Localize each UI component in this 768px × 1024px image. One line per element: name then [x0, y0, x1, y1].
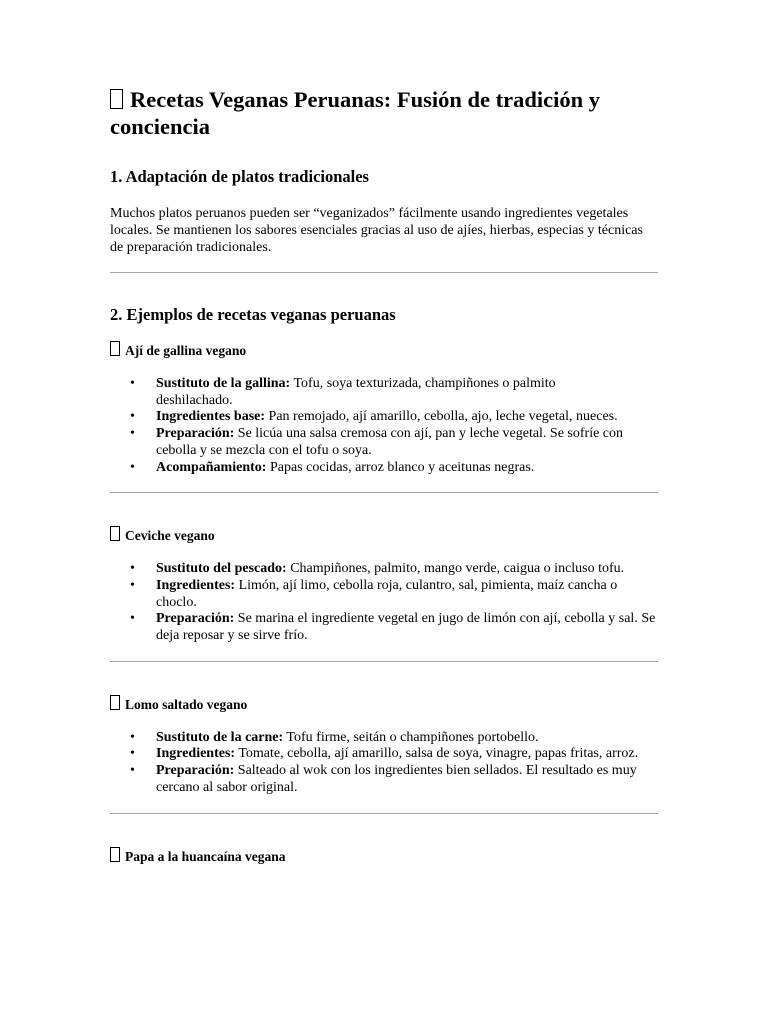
- list-item-lead: Acompañamiento:: [156, 459, 267, 475]
- list-item-text: Limón, ají limo, cebolla roja, culantro, sal, pimienta, maíz cancha o choclo.: [156, 577, 618, 610]
- divider: [110, 661, 658, 662]
- divider: [110, 492, 658, 493]
- section-2-heading: 2. Ejemplos de recetas veganas peruanas: [110, 305, 396, 324]
- recipe-title-text: Ceviche vegano: [125, 528, 215, 544]
- list-item: [110, 730, 658, 747]
- recipe-title-text: Ají de gallina vegano: [125, 343, 247, 358]
- list-item: [110, 561, 658, 578]
- bullet-icon: •: [130, 729, 135, 745]
- list-item-lead: Preparación:: [156, 611, 235, 627]
- document-title-text: Recetas Veganas Peruanas: Fusión de tradición y conciencia: [110, 87, 601, 139]
- list-item-lead: Sustituto del pescado:: [156, 561, 287, 577]
- divider: [110, 272, 658, 273]
- list-item: [110, 460, 630, 477]
- recipe-list-lomo-saltado: [110, 730, 658, 797]
- list-item-text: Tofu firme, seitán o champiñones portobello.: [286, 729, 539, 745]
- recipe-title-text: Papa a la huancaína vegana: [125, 848, 286, 864]
- list-item-lead: Preparación:: [156, 426, 235, 442]
- bullet-icon: •: [130, 763, 135, 779]
- recipe-list-ceviche: [110, 561, 658, 645]
- recipe-title-text: Lomo saltado vegano: [125, 696, 248, 712]
- missing-glyph-icon: [110, 847, 120, 862]
- list-item-lead: Ingredientes:: [156, 577, 236, 593]
- recipe-title-aji-de-gallina: [110, 341, 658, 359]
- list-item: [110, 426, 630, 459]
- list-item-lead: Preparación:: [156, 763, 235, 779]
- list-item: [110, 409, 630, 426]
- missing-glyph-icon: [110, 341, 120, 356]
- bullet-icon: •: [130, 409, 135, 425]
- bullet-icon: •: [130, 577, 135, 593]
- missing-glyph-icon: [110, 526, 120, 541]
- list-item-text: Tomate, cebolla, ají amarillo, salsa de soya, vinagre, papas fritas, arroz.: [238, 746, 639, 762]
- list-item-text: Pan remojado, ají amarillo, cebolla, ajo, leche vegetal, nueces.: [268, 409, 618, 425]
- recipe-title-papa-huancaina: [110, 847, 658, 865]
- list-item-lead: Sustituto de la carne:: [156, 729, 284, 745]
- recipe-title-ceviche: [110, 526, 658, 544]
- list-item: [110, 746, 658, 763]
- missing-glyph-icon: [110, 695, 120, 710]
- bullet-icon: •: [130, 561, 135, 577]
- bullet-icon: •: [130, 376, 135, 391]
- bullet-icon: •: [130, 611, 135, 627]
- missing-glyph-icon: [110, 89, 123, 109]
- list-item-text: Tofu, soya texturizada, champiñones o palmito deshilachado.: [156, 376, 556, 408]
- list-item-text: Salteado al wok con los ingredientes bien sellados. El resultado es muy cercano al sabor original.: [156, 763, 637, 795]
- bullet-icon: •: [130, 746, 135, 762]
- recipe-list-aji-de-gallina: [110, 376, 630, 476]
- recipe-title-lomo-saltado: [110, 695, 658, 713]
- bullet-icon: •: [130, 459, 135, 475]
- list-item-lead: Ingredientes base:: [156, 409, 266, 425]
- document-title: [110, 86, 658, 140]
- section-1-paragraph: Muchos platos peruanos pueden ser “veganizados” fácilmente usando ingredientes vegetales locales. Se mantienen los sabores esenciales gracias al uso de ajíes, hierbas, especias y técnicas de preparación tradicionales.: [110, 206, 643, 255]
- list-item: [110, 763, 658, 796]
- list-item-text: Se licúa una salsa cremosa con ají, pan y leche vegetal. Se sofríe con cebolla y se mezcla con el tofu o soya.: [156, 426, 624, 458]
- list-item-text: Papas cocidas, arroz blanco y aceitunas negras.: [269, 459, 535, 475]
- list-item: [110, 578, 658, 611]
- list-item: [110, 611, 658, 644]
- bullet-icon: •: [130, 426, 135, 442]
- list-item: [110, 376, 630, 409]
- list-item-text: Champiñones, palmito, mango verde, caigua o incluso tofu.: [290, 561, 625, 577]
- list-item-lead: Ingredientes:: [156, 746, 236, 762]
- document-page: [110, 86, 658, 865]
- divider: [110, 813, 658, 814]
- list-item-text: Se marina el ingrediente vegetal en jugo de limón con ají, cebolla y sal. Se deja reposar y se sirve frío.: [156, 611, 656, 644]
- section-1-heading: 1. Adaptación de platos tradicionales: [110, 167, 369, 186]
- list-item-lead: Sustituto de la gallina:: [156, 376, 291, 391]
